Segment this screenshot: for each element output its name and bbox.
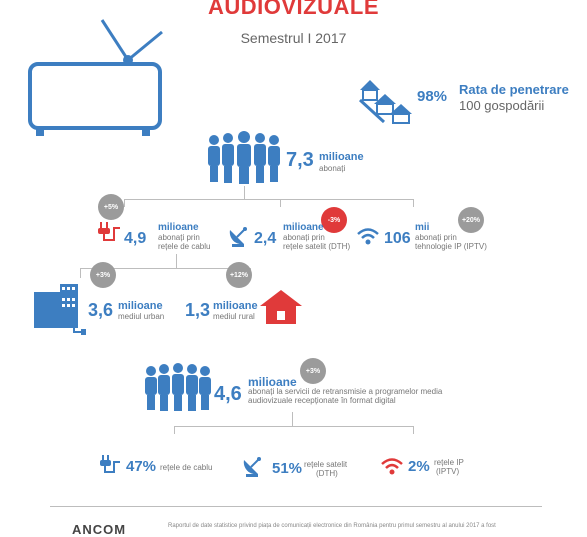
plug-icon [100,454,122,476]
iptv-unit: mii [415,222,430,233]
rural-unit: milioane [213,300,258,312]
plug-icon [98,220,122,244]
satellite-dish-icon [240,452,268,478]
penetration-sub: 100 gospodării [459,98,545,113]
iptv-desc1: abonați prin [415,233,457,242]
retrans-desc2: audiovizuale recepționate în format digital [248,396,396,405]
connector [80,268,81,278]
connector [292,412,293,426]
retrans-desc1: abonați la servicii de retransmisie a programelor media [248,387,443,396]
satellite-desc1: abonați prin [283,233,325,242]
urban-unit: milioane [118,300,163,312]
subscribers-value: 7,3 [286,149,314,171]
connector [124,199,414,200]
connector [176,254,177,268]
footer-divider [50,506,542,507]
rural-value: 1,3 [185,300,211,320]
subscribers-desc: abonați [319,164,346,173]
connector [413,426,414,434]
iptv-desc2: tehnologie IP (IPTV) [415,242,487,251]
penetration-percent: 98% [417,88,448,105]
subscribers-unit: milioane [319,151,364,163]
house-icon [258,288,304,326]
share-iptv-pct: 2% [408,458,430,475]
connector [280,199,281,207]
connector [413,199,414,207]
urban-desc: mediul urban [118,312,165,321]
connector [244,186,245,200]
cable-unit: milioane [158,222,199,233]
urban-value: 3,6 [88,300,114,320]
city-icon [34,284,86,336]
share-iptv-label: rețele IP [434,458,464,467]
cable-desc2: rețele de cablu [158,242,211,251]
retrans-unit: milioane [248,375,297,389]
connector [174,426,175,434]
ancom-logo: ANCOM [72,522,127,537]
houses-icon [358,70,414,124]
urban-badge: +3% [90,262,116,288]
share-satellite-label2: (DTH) [316,469,338,478]
wifi-icon [380,456,404,476]
cable-badge: +5% [98,194,124,220]
connector [174,426,414,427]
share-satellite-pct: 51% [272,460,303,477]
satellite-desc2: rețele satelit (DTH) [283,242,351,251]
people-icon [142,362,214,412]
iptv-value: 106 [384,230,411,247]
rural-badge: +12% [226,262,252,288]
cable-value: 4,9 [124,230,147,247]
people-icon [204,130,284,185]
satellite-value: 2,4 [254,230,277,247]
footer-note: Raportul de date statistice privind piața de comunicații electronice din România pentru primul semestru al anului 2017 a fost [168,523,496,529]
cable-desc1: abonați prin [158,233,200,242]
wifi-icon [356,226,380,246]
connector [124,199,125,207]
tv-icon [26,14,166,138]
satellite-dish-icon [226,220,254,248]
penetration-label: Rata de penetrare [459,82,569,97]
page-title: AUDIOVIZUALE [208,0,379,19]
satellite-badge: -3% [321,207,347,233]
page-subtitle: Semestrul I 2017 [240,30,347,46]
iptv-badge: +20% [458,207,484,233]
share-cable-label: rețele de cablu [160,463,213,472]
share-satellite-label: rețele satelit [304,460,348,469]
share-iptv-label2: (IPTV) [436,467,460,476]
share-cable-pct: 47% [126,458,157,475]
retrans-value: 4,6 [214,383,242,405]
rural-desc: mediul rural [213,312,255,321]
retrans-badge: +3% [300,358,326,384]
satellite-unit: milioane [283,222,324,233]
